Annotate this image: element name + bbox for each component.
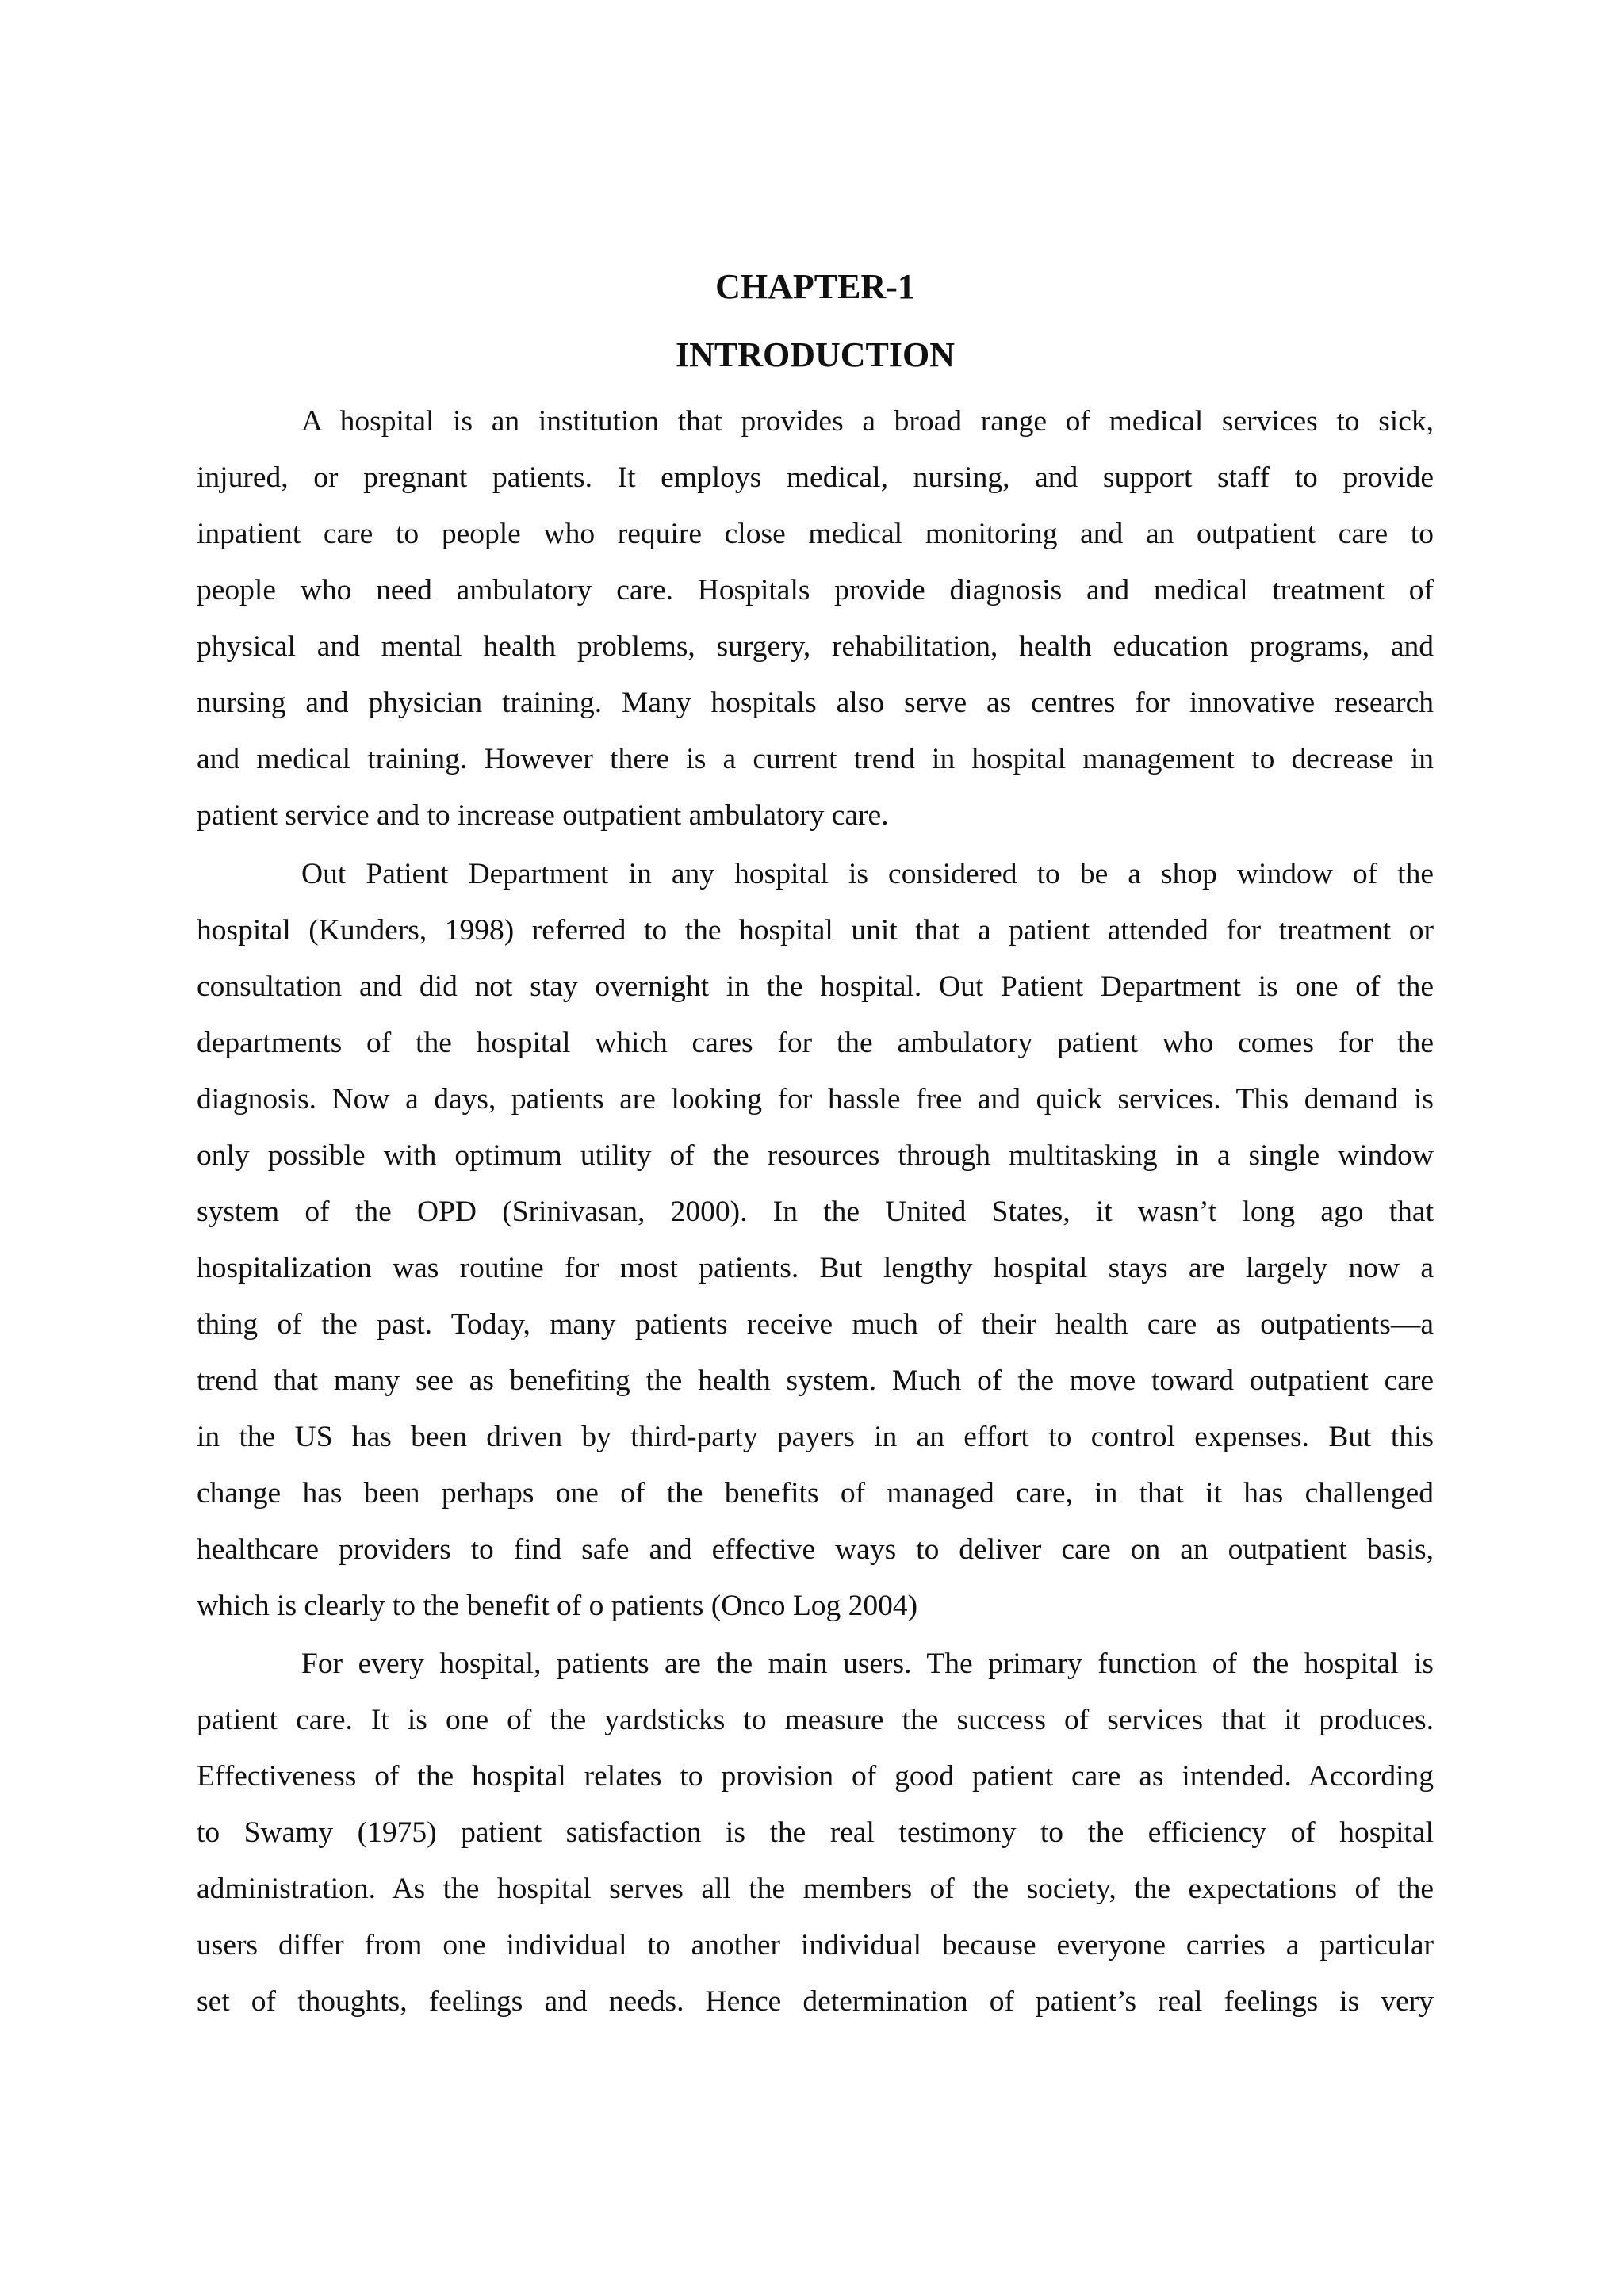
paragraph-line: nursing and physician training. Many hospitals also serve as centres for innovative research [197, 687, 1434, 719]
paragraph-line: patient service and to increase outpatient ambulatory care. [197, 799, 889, 832]
paragraph-line: to Swamy (1975) patient satisfaction is the real testimony to the efficiency of hospital [197, 1816, 1434, 1849]
paragraph-line: hospitalization was routine for most patients. But lengthy hospital stays are largely now a [197, 1252, 1434, 1284]
paragraph-line: and medical training. However there is a current trend in hospital management to decrease in [197, 743, 1434, 775]
paragraph-line: people who need ambulatory care. Hospitals provide diagnosis and medical treatment of [197, 574, 1434, 607]
paragraph-line: users differ from one individual to another individual because everyone carries a particular [197, 1929, 1434, 1961]
paragraph-line: in the US has been driven by third-party payers in an effort to control expenses. But this [197, 1421, 1434, 1453]
paragraph-line: inpatient care to people who require close medical monitoring and an outpatient care to [197, 518, 1434, 550]
paragraph-line: healthcare providers to find safe and effective ways to deliver care on an outpatient basis, [197, 1533, 1434, 1566]
paragraph-line: which is clearly to the benefit of o patients (Onco Log 2004) [197, 1590, 918, 1622]
paragraph-line: change has been perhaps one of the benefits of managed care, in that it has challenged [197, 1477, 1434, 1510]
paragraph-line: Effectiveness of the hospital relates to provision of good patient care as intended. According [197, 1760, 1434, 1793]
paragraph-line: patient care. It is one of the yardsticks to measure the success of services that it produces. [197, 1704, 1434, 1736]
chapter-label: CHAPTER-1 [715, 267, 915, 306]
paragraph-line: injured, or pregnant patients. It employs medical, nursing, and support staff to provide [197, 461, 1434, 494]
chapter-title: INTRODUCTION [675, 335, 956, 374]
paragraph-line: set of thoughts, feelings and needs. Hence determination of patient’s real feelings is very [197, 1985, 1434, 2018]
paragraph-line: consultation and did not stay overnight in the hospital. Out Patient Department is one of the [197, 970, 1434, 1003]
paragraph-line: diagnosis. Now a days, patients are looking for hassle free and quick services. This demand is [197, 1083, 1434, 1115]
paragraph-line: A hospital is an institution that provides a broad range of medical services to sick, [301, 405, 1434, 438]
paragraph-line: departments of the hospital which cares for the ambulatory patient who comes for the [197, 1027, 1434, 1059]
paragraph-line: physical and mental health problems, surgery, rehabilitation, health education programs, and [197, 630, 1434, 663]
paragraph-line: thing of the past. Today, many patients receive much of their health care as outpatients—a [197, 1308, 1434, 1341]
paragraph-line: only possible with optimum utility of the resources through multitasking in a single window [197, 1139, 1434, 1172]
paragraph-line: trend that many see as benefiting the health system. Much of the move toward outpatient care [197, 1364, 1434, 1397]
paragraph-line: For every hospital, patients are the main users. The primary function of the hospital is [301, 1647, 1434, 1680]
paragraph-line: administration. As the hospital serves all the members of the society, the expectations of the [197, 1873, 1434, 1905]
paragraph-line: hospital (Kunders, 1998) referred to the hospital unit that a patient attended for treatment or [197, 914, 1434, 947]
paragraph-line: system of the OPD (Srinivasan, 2000). In the United States, it wasn’t long ago that [197, 1196, 1434, 1228]
paragraph-line: Out Patient Department in any hospital is considered to be a shop window of the [301, 858, 1434, 890]
